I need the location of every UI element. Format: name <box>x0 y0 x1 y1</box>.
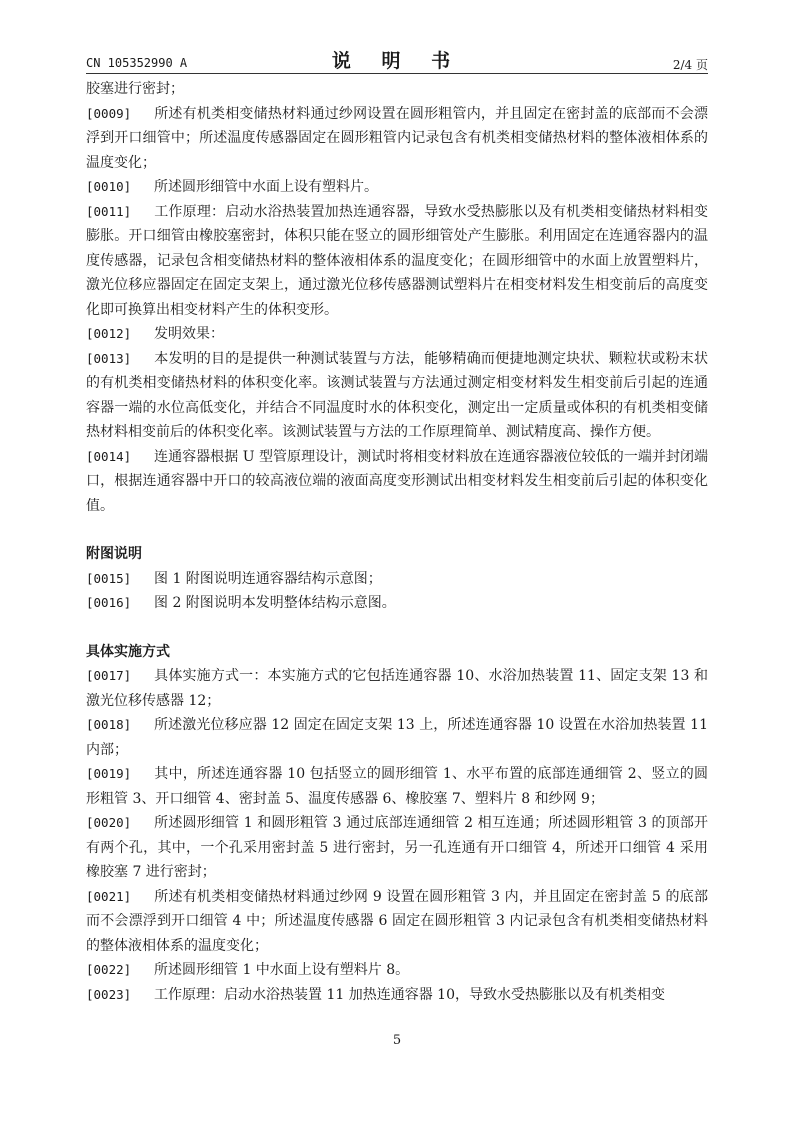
paragraph-group-description <box>86 102 708 519</box>
paragraph-number: [0013] <box>86 350 132 366</box>
paragraph-text: 所述圆形细管中水面上设有塑料片。 <box>154 179 378 195</box>
paragraph <box>86 664 708 713</box>
paragraph <box>86 591 708 616</box>
section-heading-embodiment: 具体实施方式 <box>86 643 170 660</box>
paragraph <box>86 347 708 445</box>
paragraph-number: [0010] <box>86 179 132 194</box>
document-title: 说 明 书 <box>331 50 463 72</box>
paragraph <box>86 567 708 592</box>
paragraph <box>86 200 708 323</box>
paragraph-number: [0020] <box>86 815 132 830</box>
page-header <box>86 44 708 74</box>
paragraph <box>86 762 708 811</box>
paragraph-number: [0015] <box>86 570 132 586</box>
paragraph-text: 发明效果： <box>154 326 224 342</box>
paragraph <box>86 445 708 519</box>
section-heading-figures: 附图说明 <box>86 546 142 562</box>
paragraph-number: [0014] <box>86 448 132 464</box>
paragraph-number: [0016] <box>86 595 132 610</box>
paragraph-text: 所述有机类相变储热材料通过纱网 9 设置在圆形粗管 3 内，并且固定在密封盖 5 的底部而不会漂浮到开口细管 4 中；所述温度传感器 6 固定在圆形粗管 3 内记录包含有机类相变储热材料的整体液相体系的温度变化； <box>86 888 708 954</box>
paragraph-text: 工作原理：启动水浴热装置 11 加热连通容器 10，导致水受热膨胀以及有机类相变 <box>154 986 665 1003</box>
paragraph <box>86 885 708 959</box>
paragraph-number: [0009] <box>86 105 132 121</box>
paragraph-text: 其中，所述连通容器 10 包括竖立的圆形细管 1、水平布置的底部连通细管 2、竖立的圆形粗管 3、开口细管 4、密封盖 5、温度传感器 6、橡胶塞 7、塑料片 8 和纱网 9； <box>86 766 708 807</box>
paragraph-text: 所述圆形细管 1 中水面上设有塑料片 8。 <box>154 962 410 978</box>
paragraph-number: [0018] <box>86 717 132 732</box>
document-body <box>86 77 708 1007</box>
paragraph-number: [0019] <box>86 766 132 781</box>
paragraph-text: 工作原理：启动水浴热装置加热连通容器，导致水受热膨胀以及有机类相变储热材料相变膨胀。开口细管由橡胶塞密封，体积只能在竖立的圆形细管处产生膨胀。利用固定在连通容器内的温度传感器，记录包含相变储热材料的整体液相体系的温度变化；在圆形细管中的水面上放置塑料片，激光位移应器固定在固定支架上，通过激光位移传感器测试塑料片在相变材料发生相变前后的高度变化即可换算出相变材料产生的体积变形。 <box>86 203 708 318</box>
paragraph-number: [0011] <box>86 203 132 219</box>
paragraph-text: 连通容器根据 U 型管原理设计，测试时将相变材料放在连通容器液位较低的一端并封闭端口，根据连通容器中开口的较高液位端的液面高度变形测试出相变材料发生相变前后引起的体积变化值。 <box>86 448 708 514</box>
paragraph <box>86 958 708 983</box>
paragraph-number: [0021] <box>86 888 132 904</box>
paragraph-group-embodiment <box>86 664 708 1007</box>
paragraph <box>86 322 708 347</box>
paragraph-text: 本发明的目的是提供一种测试装置与方法，能够精确而便捷地测定块状、颗粒状或粉末状的有机类相变储热材料的体积变化率。该测试装置与方法通过测定相变材料发生相变前后引起的连通容器一端的水位高低变化，并结合不同温度时水的体积变化，测定出一定质量或体积的有机类相变储热材料相变前后的体积变化率。该测试装置与方法的工作原理简单、测试精度高、操作方便。 <box>86 350 708 440</box>
paragraph-number: [0012] <box>86 326 132 341</box>
paragraph-text: 所述圆形细管 1 和圆形粗管 3 通过底部连通细管 2 相互连通；所述圆形粗管 3 的顶部开有两个孔，其中，一个孔采用密封盖 5 进行密封，另一孔连通有开口细管 4，所述开口细管 4 采用橡胶塞 7 进行密封； <box>86 815 708 880</box>
paragraph-text: 所述有机类相变储热材料通过纱网设置在圆形粗管内，并且固定在密封盖的底部而不会漂浮到开口细管中；所述温度传感器固定在圆形粗管内记录包含有机类相变储热材料的整体液相体系的温度变化； <box>86 105 708 171</box>
page-indicator: 2/4 页 <box>672 58 708 72</box>
paragraph-group-figures <box>86 567 708 616</box>
paragraph <box>86 983 708 1008</box>
header-divider <box>86 73 708 74</box>
paragraph <box>86 102 708 176</box>
paragraph-number: [0022] <box>86 962 132 977</box>
paragraph-text: 具体实施方式一：本实施方式的它包括连通容器 10、水浴加热装置 11、固定支架 13 和激光位移传感器 12； <box>86 668 708 709</box>
page-number: 5 <box>392 1033 402 1048</box>
paragraph-text: 图 2 附图说明本发明整体结构示意图。 <box>154 595 396 611</box>
paragraph-text: 所述激光位移应器 12 固定在固定支架 13 上，所述连通容器 10 设置在水浴加热装置 11 内部； <box>86 717 708 758</box>
paragraph <box>86 811 708 885</box>
lead-text: 胶塞进行密封； <box>86 81 184 97</box>
paragraph-text: 图 1 附图说明连通容器结构示意图； <box>154 570 382 587</box>
paragraph-number: [0017] <box>86 668 132 683</box>
document-number: CN 105352990 A <box>86 56 188 70</box>
paragraph <box>86 713 708 762</box>
paragraph-number: [0023] <box>86 986 132 1002</box>
paragraph <box>86 175 708 200</box>
